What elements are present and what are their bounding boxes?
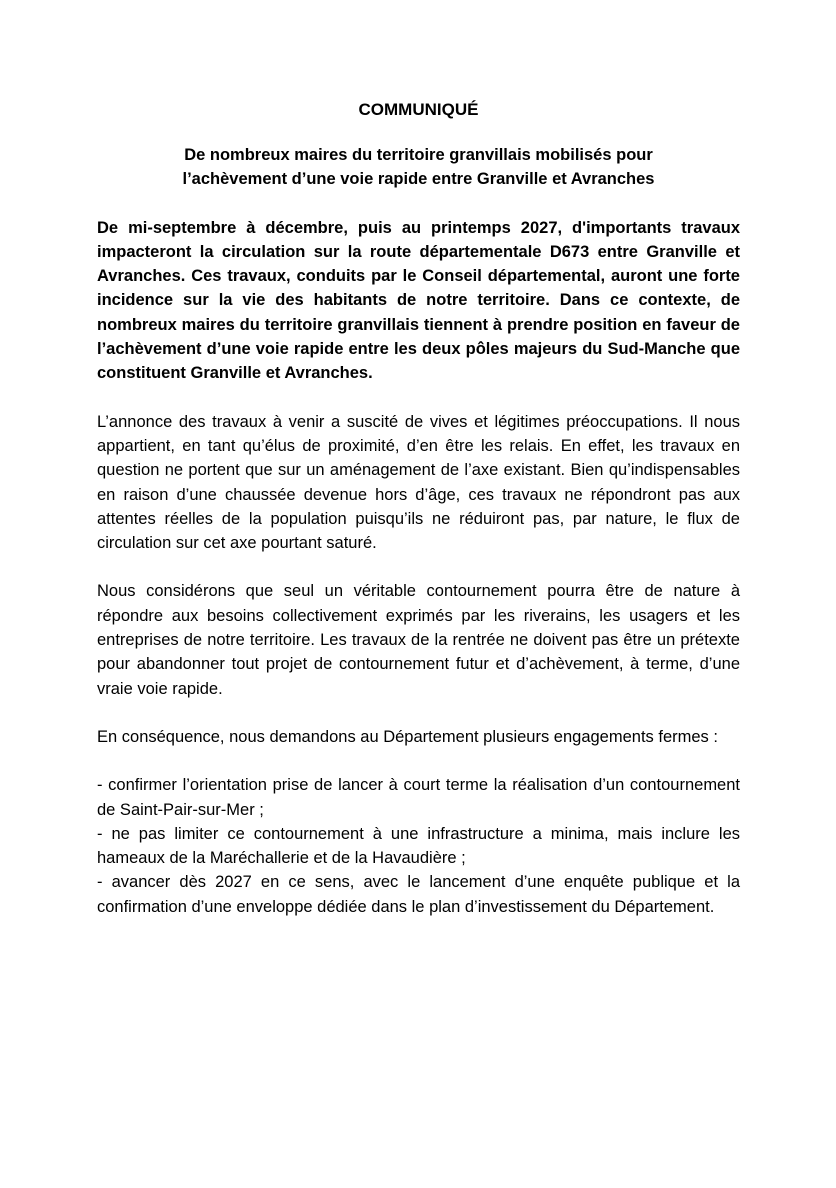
lead-paragraph: De mi-septembre à décembre, puis au printemps 2027, d'importants travaux impacteront la circulation sur la route départementale D673 entre Granville et Avranches. Ces travaux, conduits par le Conseil départemental, auront une forte incidence sur la vie des habitants de notre territoire. Dans ce contexte, de nombreux maires du territoire granvillais tiennent à prendre position en faveur de l’achèvement d’une voie rapide entre les deux pôles majeurs du Sud-Manche que constituent Granville et Avranches.: [97, 218, 740, 383]
subtitle-line-2: l’achèvement d’une voie rapide entre Granville et Avranches: [182, 170, 655, 189]
body-paragraph-1: L’annonce des travaux à venir a suscité de vives et légitimes préoccupations. Il nous appartient, en tant qu’élus de proximité, d’en être les relais. En effet, les travaux en question ne portent que sur un aménagement de l’axe existant. Bien qu’indispensables en raison d’une chaussée devenue hors d’âge, ces travaux ne répondront pas aux attentes réelles de la population puisqu’ils ne réduiront pas, par nature, le flux de circulation sur cet axe pourtant saturé.: [97, 412, 740, 553]
list-item: - confirmer l’orientation prise de lancer à court terme la réalisation d’un contournement de Saint-Pair-sur-Mer ;: [97, 776, 740, 819]
body-paragraph-3: En conséquence, nous demandons au Département plusieurs engagements fermes :: [97, 727, 718, 746]
document-subtitle: [97, 143, 740, 192]
body-paragraph-2: Nous considérons que seul un véritable contournement pourra être de nature à répondre aux besoins collectivement exprimés par les riverains, les usagers et les entreprises de notre territoire. Les travaux de la rentrée ne doivent pas être un prétexte pour abandonner tout projet de contournement futur et d’achèvement, à terme, d’une vraie voie rapide.: [97, 582, 740, 698]
list-item: - ne pas limiter ce contournement à une infrastructure a minima, mais inclure les hameaux de la Maréchallerie et de la Havaudière ;: [97, 824, 740, 868]
subtitle-line-1: De nombreux maires du territoire granvillais mobilisés pour: [184, 146, 653, 164]
demands-list: [97, 773, 740, 919]
press-release-page: [97, 98, 740, 919]
list-item: - avancer dès 2027 en ce sens, avec le lancement d’une enquête publique et la confirmation d’une enveloppe dédiée dans le plan d’investissement du Département.: [97, 873, 740, 916]
document-heading: COMMUNIQUÉ: [358, 100, 479, 119]
